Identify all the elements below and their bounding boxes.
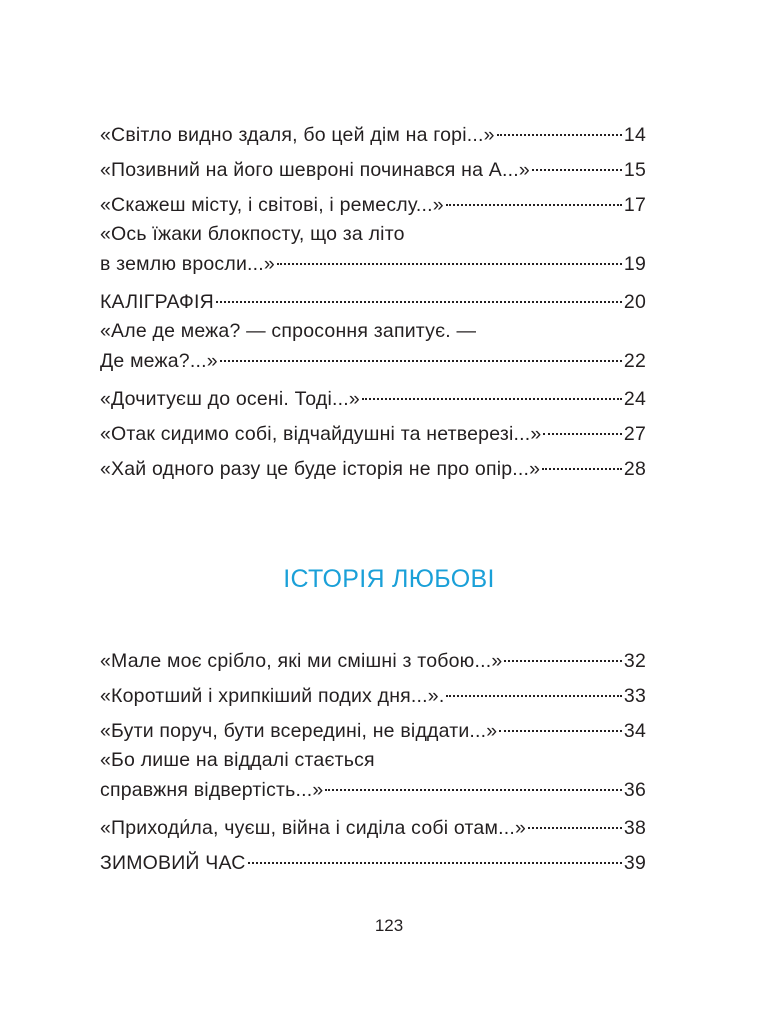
toc-entry-title-line2: Де межа?...» [100, 350, 218, 372]
toc-list-love [100, 643, 646, 880]
toc-entry-title: КАЛІГРАФІЯ [100, 291, 214, 313]
dot-leader [362, 381, 622, 405]
toc-entry-title: «Дочитуєш до осені. Тоді...» [100, 388, 360, 410]
dot-leader [532, 152, 622, 176]
toc-entry-page: 22 [623, 350, 646, 372]
toc-entry-page: 33 [623, 685, 646, 707]
toc-entry-title: «Бути поруч, бути всередині, не віддати...» [100, 720, 498, 742]
toc-entry-title-line2: справжня відвертість...» [100, 779, 324, 801]
toc-entry-page: 32 [623, 650, 646, 672]
toc-entry-title-line1: «Але де межа? — спросоння запитує. — [100, 320, 477, 342]
toc-entry-page: 14 [623, 124, 646, 146]
toc-entry-page: 27 [623, 423, 646, 445]
toc-entry[interactable] [100, 810, 646, 845]
dot-leader [216, 284, 622, 308]
dot-leader [499, 713, 622, 737]
dot-leader [543, 416, 622, 440]
dot-leader [542, 451, 622, 475]
toc-entry[interactable] [100, 381, 646, 416]
toc-entry-title-line2: в землю вросли...» [100, 253, 275, 275]
toc-entry-page: 15 [623, 159, 646, 181]
toc-entry-title: «Світло видно здаля, бо цей дім на горі...» [100, 124, 495, 146]
toc-entry-title: «Скажеш місту, і світові, і ремеслу...» [100, 194, 444, 216]
toc-entry[interactable] [100, 152, 646, 187]
toc-entry[interactable] [100, 451, 646, 486]
dot-leader [325, 772, 622, 796]
toc-entry[interactable] [100, 748, 646, 810]
toc-entry-title: «Позивний на його шевроні починався на А...» [100, 159, 530, 181]
toc-entry-title: «Отак сидимо собі, відчайдушні та нетверезі...» [100, 423, 542, 445]
dot-leader [528, 810, 622, 834]
toc-entry-title-line1: «Бо лише на віддалі стається [100, 749, 375, 771]
toc-entry[interactable] [100, 284, 646, 319]
toc-entry[interactable] [100, 678, 646, 713]
dot-leader [277, 246, 622, 270]
dot-leader [446, 187, 622, 211]
toc-entry[interactable] [100, 643, 646, 678]
toc-entry-page: 39 [623, 852, 646, 874]
toc-entry[interactable] [100, 187, 646, 222]
toc-entry[interactable] [100, 713, 646, 748]
dot-leader [220, 343, 622, 367]
toc-entry-page: 28 [623, 458, 646, 480]
dot-leader [497, 117, 622, 141]
dot-leader [446, 678, 621, 702]
toc-entry[interactable] [100, 319, 646, 381]
toc-entry-title: «Мале моє срібло, які ми смішні з тобою...» [100, 650, 503, 672]
toc-entry-title: «Хай одного разу це буде історія не про опір...» [100, 458, 541, 480]
toc-entry-title: «Коротший і хрипкіший подих дня...». [100, 685, 445, 707]
dot-leader [248, 845, 622, 869]
toc-entry[interactable] [100, 222, 646, 284]
toc-entry-page: 17 [623, 194, 646, 216]
toc-entry-page: 20 [623, 291, 646, 313]
section-heading: ІСТОРІЯ ЛЮБОВІ [283, 565, 495, 593]
toc-entry-page: 19 [623, 253, 646, 275]
toc-list-top [100, 117, 646, 486]
toc-entry-title: «Приходи́ла, чуєш, війна і сиділа собі отам...» [100, 817, 526, 839]
toc-entry[interactable] [100, 845, 646, 880]
toc-entry-page: 24 [623, 388, 646, 410]
toc-entry-title-line1: «Ось їжаки блокпосту, що за літо [100, 223, 405, 245]
toc-entry-page: 34 [623, 720, 646, 742]
toc-entry-page: 38 [623, 817, 646, 839]
dot-leader [504, 643, 622, 667]
toc-entry[interactable] [100, 117, 646, 152]
toc-entry-title: ЗИМОВИЙ ЧАС [100, 852, 246, 874]
page-number: 123 [374, 916, 404, 935]
toc-entry-page: 36 [623, 779, 646, 801]
toc-entry[interactable] [100, 416, 646, 451]
